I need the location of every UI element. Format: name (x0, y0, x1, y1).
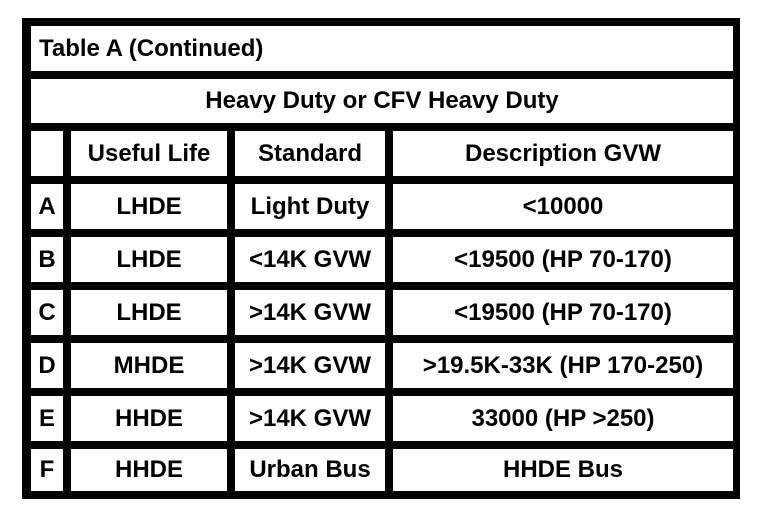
table-cell-row-label: C (31, 290, 63, 335)
header-cell-description-gvw: Description GVW (393, 131, 733, 176)
table-cell-useful-life: LHDE (71, 184, 227, 229)
table-cell-standard: Urban Bus (235, 449, 385, 491)
header-cell-blank (31, 131, 63, 176)
table-cell-description: 33000 (HP >250) (393, 396, 733, 441)
table-cell-useful-life: LHDE (71, 237, 227, 282)
header-cell-standard: Standard (235, 131, 385, 176)
table-cell-row-label: D (31, 343, 63, 388)
table-cell-description: >19.5K-33K (HP 170-250) (393, 343, 733, 388)
table-title: Table A (Continued) (31, 26, 733, 71)
table-cell-description: <10000 (393, 184, 733, 229)
table-cell-useful-life: HHDE (71, 396, 227, 441)
table-cell-standard: <14K GVW (235, 237, 385, 282)
table-cell-row-label: A (31, 184, 63, 229)
table-cell-standard: >14K GVW (235, 343, 385, 388)
table-cell-standard: Light Duty (235, 184, 385, 229)
table-cell-description: HHDE Bus (393, 449, 733, 491)
table-cell-standard: >14K GVW (235, 396, 385, 441)
table-a-continued (22, 18, 740, 499)
table-cell-row-label: E (31, 396, 63, 441)
table-cell-row-label: F (31, 449, 63, 491)
table-cell-useful-life: HHDE (71, 449, 227, 491)
table-subtitle: Heavy Duty or CFV Heavy Duty (31, 79, 733, 123)
table-cell-description: <19500 (HP 70-170) (393, 237, 733, 282)
table-cell-row-label: B (31, 237, 63, 282)
table-cell-useful-life: MHDE (71, 343, 227, 388)
header-cell-useful-life: Useful Life (71, 131, 227, 176)
table-cell-useful-life: LHDE (71, 290, 227, 335)
table-cell-description: <19500 (HP 70-170) (393, 290, 733, 335)
table-cell-standard: >14K GVW (235, 290, 385, 335)
